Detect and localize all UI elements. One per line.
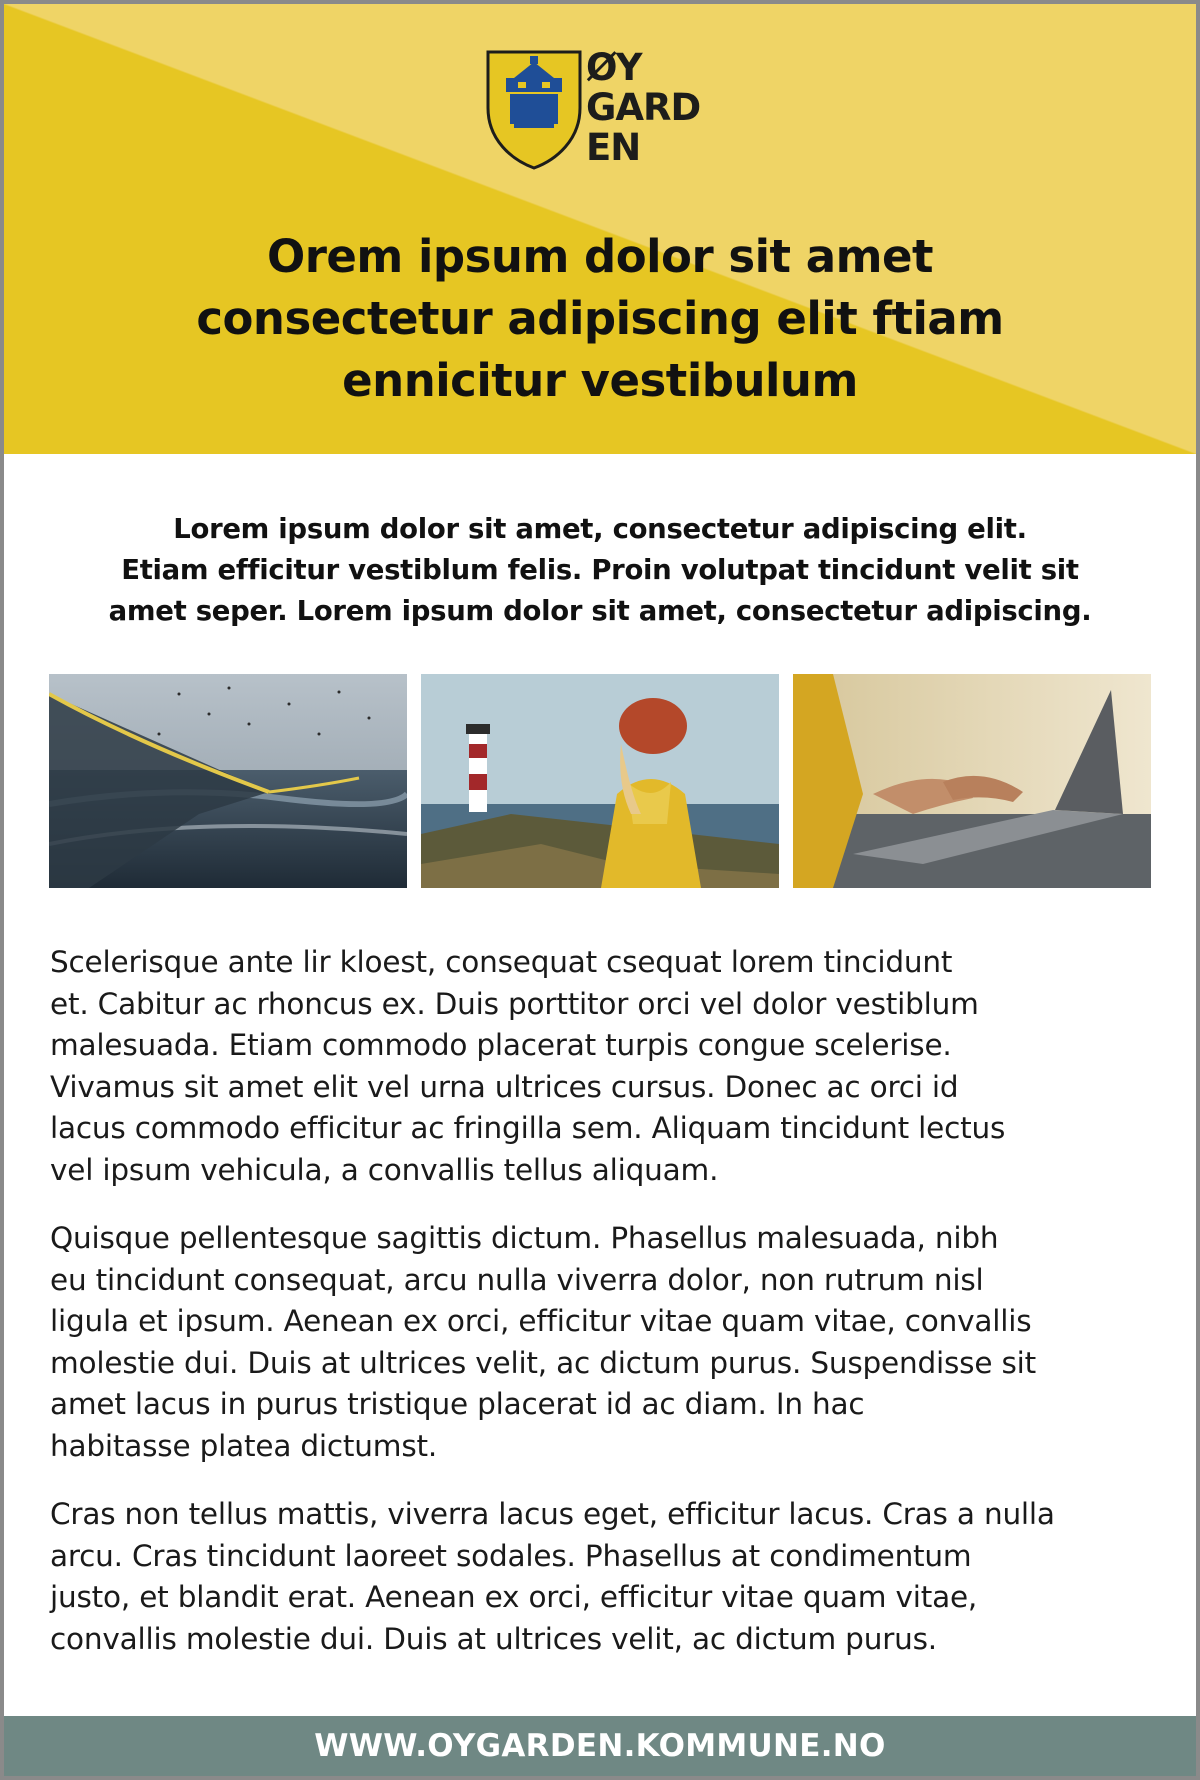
logo-line-1: ØY [586,46,642,89]
p1-line-3: malesuada. Etiam commodo placerat turpis congue scelerise. [50,1028,952,1062]
oygarden-logo [484,48,724,178]
page-title [64,226,1136,412]
p3-line-4: convallis molestie dui. Duis at ultrices velit, ac dictum purus. [50,1621,937,1656]
intro-line-2: Etiam efficitur vestiblum felis. Proin volutpat tincidunt velit sit [121,554,1079,586]
footer-bar [4,1716,1196,1776]
footer-url-link[interactable]: WWW.OYGARDEN.KOMMUNE.NO [314,1728,886,1764]
lighthouse-woman-yellow-jacket-photo [421,674,779,888]
intro-line-1: Lorem ipsum dolor sit amet, consectetur adipiscing elit. [173,513,1027,545]
logo-line-2: GARD [586,86,701,129]
coat-of-arms-shield-icon [484,48,584,172]
fishing-net-sea-photo [49,674,407,888]
p2-line-4: molestie dui. Duis at ultrices velit, ac dictum purus. Suspendisse sit [50,1345,1037,1380]
hands-typing-laptop-photo [793,674,1151,888]
p1-line-1: Scelerisque ante lir kloest, consequat csequat lorem tincidunt [50,945,953,979]
body-paragraph-3 [50,1494,1160,1660]
header-banner [4,4,1196,454]
p3-line-2: arcu. Cras tincidunt laoreet sodales. Phasellus at condimentum [50,1538,972,1573]
photo-strip [49,674,1151,888]
p2-line-2: eu tincidunt consequat, arcu nulla viverra dolor, non rutrum nisl [50,1262,984,1297]
body-paragraph-1 [50,942,1160,1191]
body-paragraph-2 [50,1218,1160,1467]
p2-line-5: amet lacus in purus tristique placerat id ac diam. In hac [50,1387,865,1421]
intro-paragraph [44,509,1156,632]
poster-page [4,4,1196,1776]
intro-line-3: amet seper. Lorem ipsum dolor sit amet, consectetur adipiscing. [108,595,1092,627]
p1-line-5: lacus commodo efficitur ac fringilla sem. Aliquam tincidunt lectus [50,1111,1006,1145]
title-line-3: ennicitur vestibulum [342,354,858,407]
p1-line-6: vel ipsum vehicula, a convallis tellus aliquam. [50,1152,719,1187]
p2-line-6: habitasse platea dictumst. [50,1428,438,1463]
p1-line-2: et. Cabitur ac rhoncus ex. Duis porttitor orci vel dolor vestiblum [50,986,979,1021]
p3-line-3: justo, et blandit erat. Aenean ex orci, efficitur vitae quam vitae, [50,1580,978,1614]
title-line-2: consectetur adipiscing elit ftiam [196,292,1004,345]
logo-wordmark [586,48,700,168]
title-line-1: Orem ipsum dolor sit amet [266,230,934,283]
logo-line-3: EN [586,126,641,169]
body-copy [50,942,1160,1687]
p1-line-4: Vivamus sit amet elit vel urna ultrices cursus. Donec ac orci id [50,1069,959,1104]
p3-line-1: Cras non tellus mattis, viverra lacus eget, efficitur lacus. Cras a nulla [50,1497,1055,1531]
p2-line-1: Quisque pellentesque sagittis dictum. Phasellus malesuada, nibh [50,1221,999,1255]
p2-line-3: ligula et ipsum. Aenean ex orci, efficitur vitae quam vitae, convallis [50,1304,1032,1338]
